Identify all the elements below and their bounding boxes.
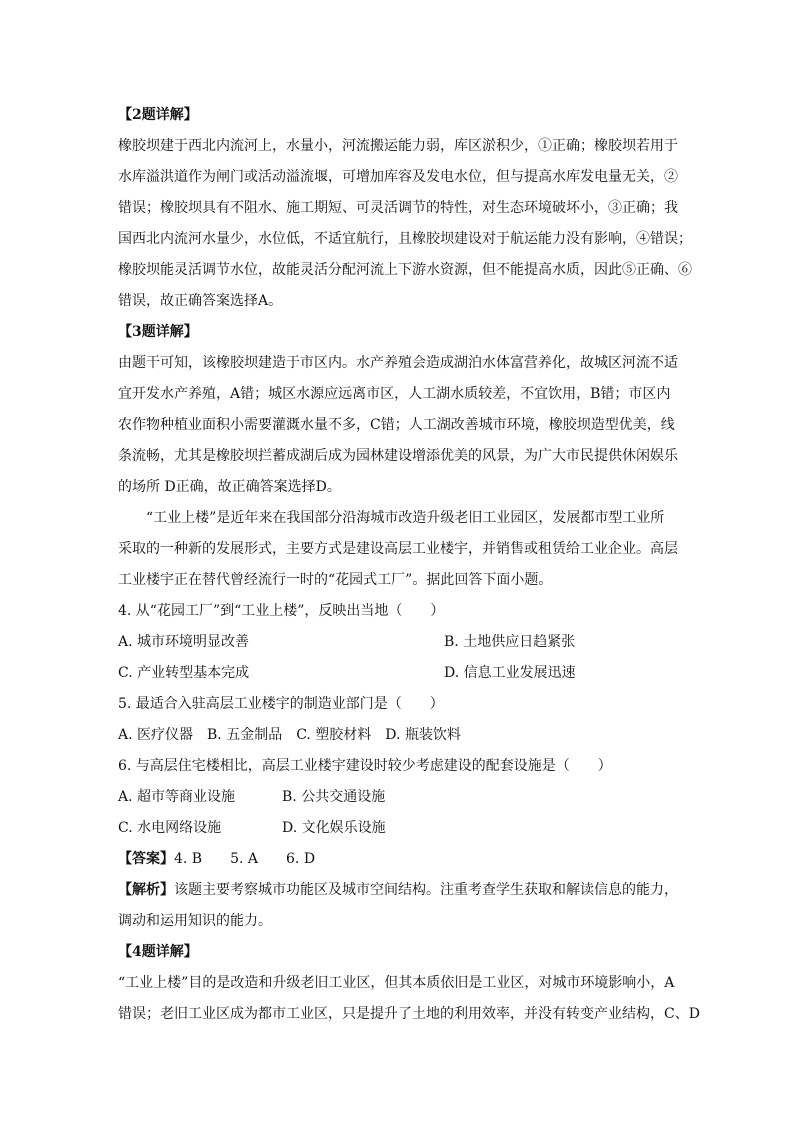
text-line: 宜开发水产养殖，A错；城区水源应远离市区，人工湖水质较差，不宜饮用，B错；市区内 bbox=[118, 386, 671, 402]
answer-line bbox=[118, 844, 698, 875]
section-2-heading: 【2题详解】 bbox=[118, 107, 198, 123]
text-line: 错误；橡胶坝具有不阻水、施工期短、可灵活调节的特性，对生态环境破坏小，③正确；我 bbox=[118, 200, 678, 216]
analysis-label: 【解析】 bbox=[118, 882, 174, 898]
option-a: A. 城市环境明显改善 bbox=[118, 634, 250, 650]
text-line: 工业楼宇正在替代曾经流行一时的“花园式工厂”。据此回答下面小题。 bbox=[118, 572, 553, 588]
option-c: C. 水电网络设施 bbox=[118, 820, 222, 836]
option-b: B. 公共交通设施 bbox=[282, 789, 386, 805]
text-line: “工业上楼”是近年来在我国部分沿海城市改造升级老旧工业园区，发展都市型工业所 bbox=[146, 510, 665, 526]
option-c: C. 产业转型基本完成 bbox=[118, 665, 250, 681]
text-line: 由题干可知，该橡胶坝建造于市区内。水产养殖会造成湖泊水体富营养化，故城区河流不适 bbox=[118, 355, 678, 371]
text-line: “工业上楼”目的是改造和升级老旧工业区，但其本质依旧是工业区，对城市环境影响小，A bbox=[118, 975, 675, 991]
analysis-line bbox=[118, 875, 698, 906]
option-d: D. 文化娱乐设施 bbox=[282, 820, 386, 836]
answer-label: 【答案】 bbox=[118, 851, 174, 867]
text-line: 国西北内流河水量少，水位低，不适宜航行，且橡胶坝建设对于航运能力没有影响，④错误； bbox=[118, 231, 692, 247]
text-line: 错误；老旧工业区成为都市工业区，只是提升了土地的利用效率，并没有转变产业结构，C、D bbox=[118, 1006, 700, 1022]
text-line: 采取的一种新的发展形式，主要方式是建设高层工业楼宇，并销售或租赁给工业企业。高层 bbox=[118, 541, 678, 557]
section-4-body bbox=[118, 968, 698, 1030]
text-line: 条流畅，尤其是橡胶坝拦蓄成湖后成为园林建设增添优美的风景，为广大市民提供休闲娱乐 bbox=[118, 448, 678, 464]
option-b: B. 土地供应日趋紧张 bbox=[444, 634, 576, 650]
question-5 bbox=[118, 689, 698, 751]
option-row bbox=[118, 627, 698, 658]
document-page bbox=[118, 100, 698, 1030]
question-4 bbox=[118, 596, 698, 689]
text-line: 的场所 D正确，故正确答案选择D。 bbox=[118, 479, 341, 495]
option-row bbox=[118, 658, 698, 689]
question-stem: 5. 最适合入驻高层工业楼宇的制造业部门是（ ） bbox=[118, 696, 444, 712]
option-row bbox=[118, 813, 698, 844]
reading-passage bbox=[118, 503, 698, 596]
text-line: 调动和运用知识的能力。 bbox=[118, 913, 272, 929]
section-3-body bbox=[118, 348, 698, 503]
answer-text: 4. B 5. A 6. D bbox=[174, 851, 316, 867]
question-6 bbox=[118, 751, 698, 844]
text-line: 橡胶坝建于西北内流河上，水量小，河流搬运能力弱，库区淤积少，①正确；橡胶坝若用于 bbox=[118, 138, 678, 154]
text-line: 水库溢洪道作为闸门或活动溢流堰，可增加库容及发电水位，但与提高水库发电量无关，② bbox=[118, 169, 678, 185]
text-line: 农作物种植业面积小需要灌溉水量不多，C错；人工湖改善城市环境，橡胶坝造型优美，线 bbox=[118, 417, 675, 433]
option-d: D. 信息工业发展迅速 bbox=[444, 665, 576, 681]
analysis bbox=[118, 875, 698, 937]
section-3-heading: 【3题详解】 bbox=[118, 324, 198, 340]
option-row: A. 医疗仪器 B. 五金制品 C. 塑胶材料 D. 瓶装饮料 bbox=[118, 727, 461, 743]
option-row bbox=[118, 782, 698, 813]
text-line: 错误，故正确答案选择A。 bbox=[118, 293, 283, 309]
question-stem: 6. 与高层住宅楼相比，高层工业楼宇建设时较少考虑建设的配套设施是（ ） bbox=[118, 758, 612, 774]
section-2-body bbox=[118, 131, 698, 317]
text-line: 橡胶坝能灵活调节水位，故能灵活分配河流上下游水资源，但不能提高水质，因此⑤正确、⑥ bbox=[118, 262, 692, 278]
option-a: A. 超市等商业设施 bbox=[118, 789, 236, 805]
section-4-heading: 【4题详解】 bbox=[118, 944, 198, 960]
analysis-text: 该题主要考察城市功能区及城市空间结构。注重考查学生获取和解读信息的能力， bbox=[174, 882, 678, 898]
question-stem: 4. 从“花园工厂”到“工业上楼”，反映出当地（ ） bbox=[118, 603, 445, 619]
